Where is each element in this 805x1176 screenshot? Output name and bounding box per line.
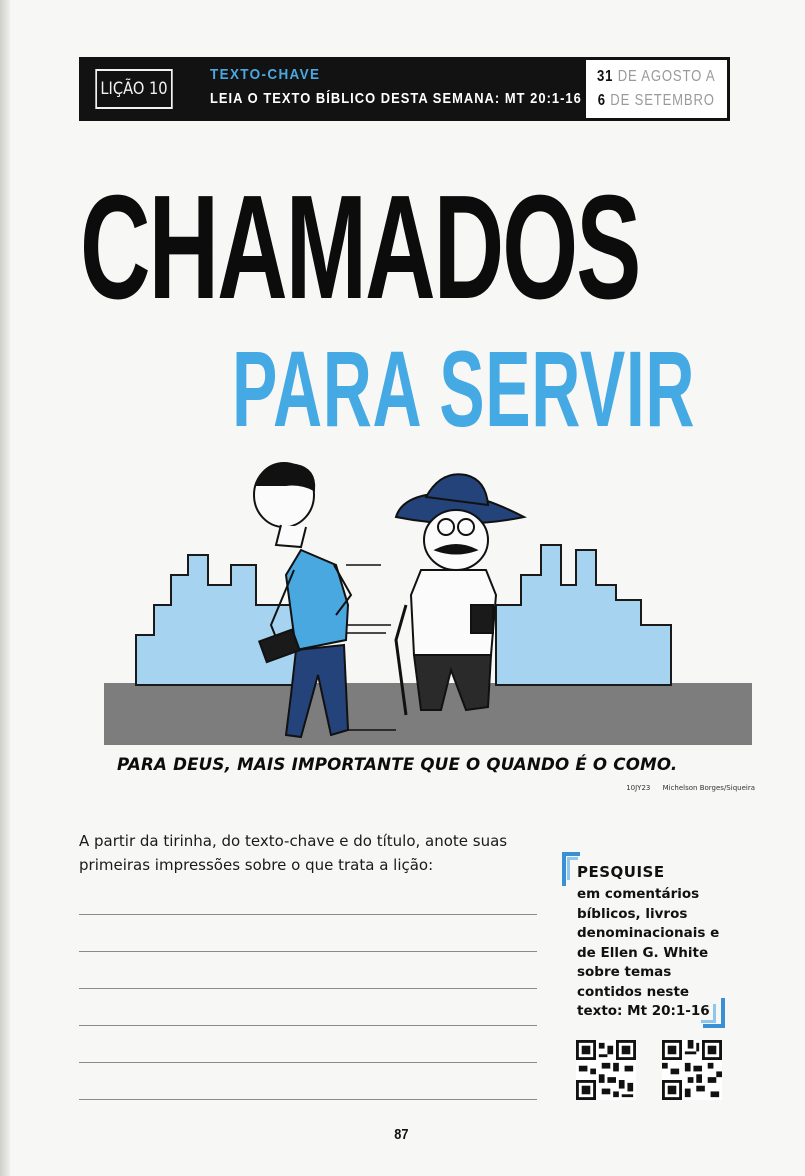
- key-text-label: TEXTO-CHAVE: [210, 66, 321, 83]
- lesson-header: [79, 57, 730, 121]
- comic-author: Michelson Borges/Siqueira: [662, 784, 755, 792]
- date-range: [586, 60, 727, 118]
- answer-line[interactable]: [79, 1025, 537, 1026]
- answer-line[interactable]: [79, 951, 537, 952]
- city-skyline: [136, 555, 296, 685]
- answer-line[interactable]: [79, 1099, 537, 1100]
- answer-line[interactable]: [79, 914, 537, 915]
- corner-bracket-inner-icon: [701, 1004, 716, 1023]
- research-box: [562, 852, 732, 1032]
- date-end-day: 6: [597, 92, 607, 109]
- date-end-rest: DE SETEMBRO: [610, 92, 715, 109]
- activity-prompt: A partir da tirinha, do texto-chave e do título, anote suas primeiras impressões sobre o que trata a lição:: [79, 832, 508, 874]
- research-body: em comentários bíblicos, livros denominacionais e de Ellen G. White sobre temas contidos neste texto: Mt 20:1-16: [577, 886, 720, 1019]
- page-number: 87: [394, 1126, 409, 1143]
- page-edge: [0, 0, 10, 1176]
- lesson-subtitle: PARA SERVIR: [232, 328, 696, 449]
- comic-caption: PARA DEUS, MAIS IMPORTANTE QUE O QUANDO É O COMO.: [117, 755, 678, 775]
- comic-illustration: [96, 455, 756, 755]
- answer-line[interactable]: [79, 988, 537, 989]
- key-text-reading: LEIA O TEXTO BÍBLICO DESTA SEMANA: MT 20:1-16: [210, 90, 582, 107]
- city-skyline-right: [496, 545, 671, 685]
- answer-line[interactable]: [79, 1062, 537, 1063]
- date-start-rest: DE AGOSTO A: [617, 68, 715, 85]
- research-title: PESQUISE: [577, 863, 665, 881]
- qr-code-icon[interactable]: [662, 1040, 722, 1100]
- comic-credits: [616, 784, 755, 792]
- lesson-title: CHAMADOS: [80, 165, 640, 330]
- qr-code-icon[interactable]: [576, 1040, 636, 1100]
- date-start-day: 31: [596, 68, 613, 85]
- lesson-label: LIÇÃO 10: [95, 69, 172, 109]
- comic-code: 10JY23: [626, 784, 651, 792]
